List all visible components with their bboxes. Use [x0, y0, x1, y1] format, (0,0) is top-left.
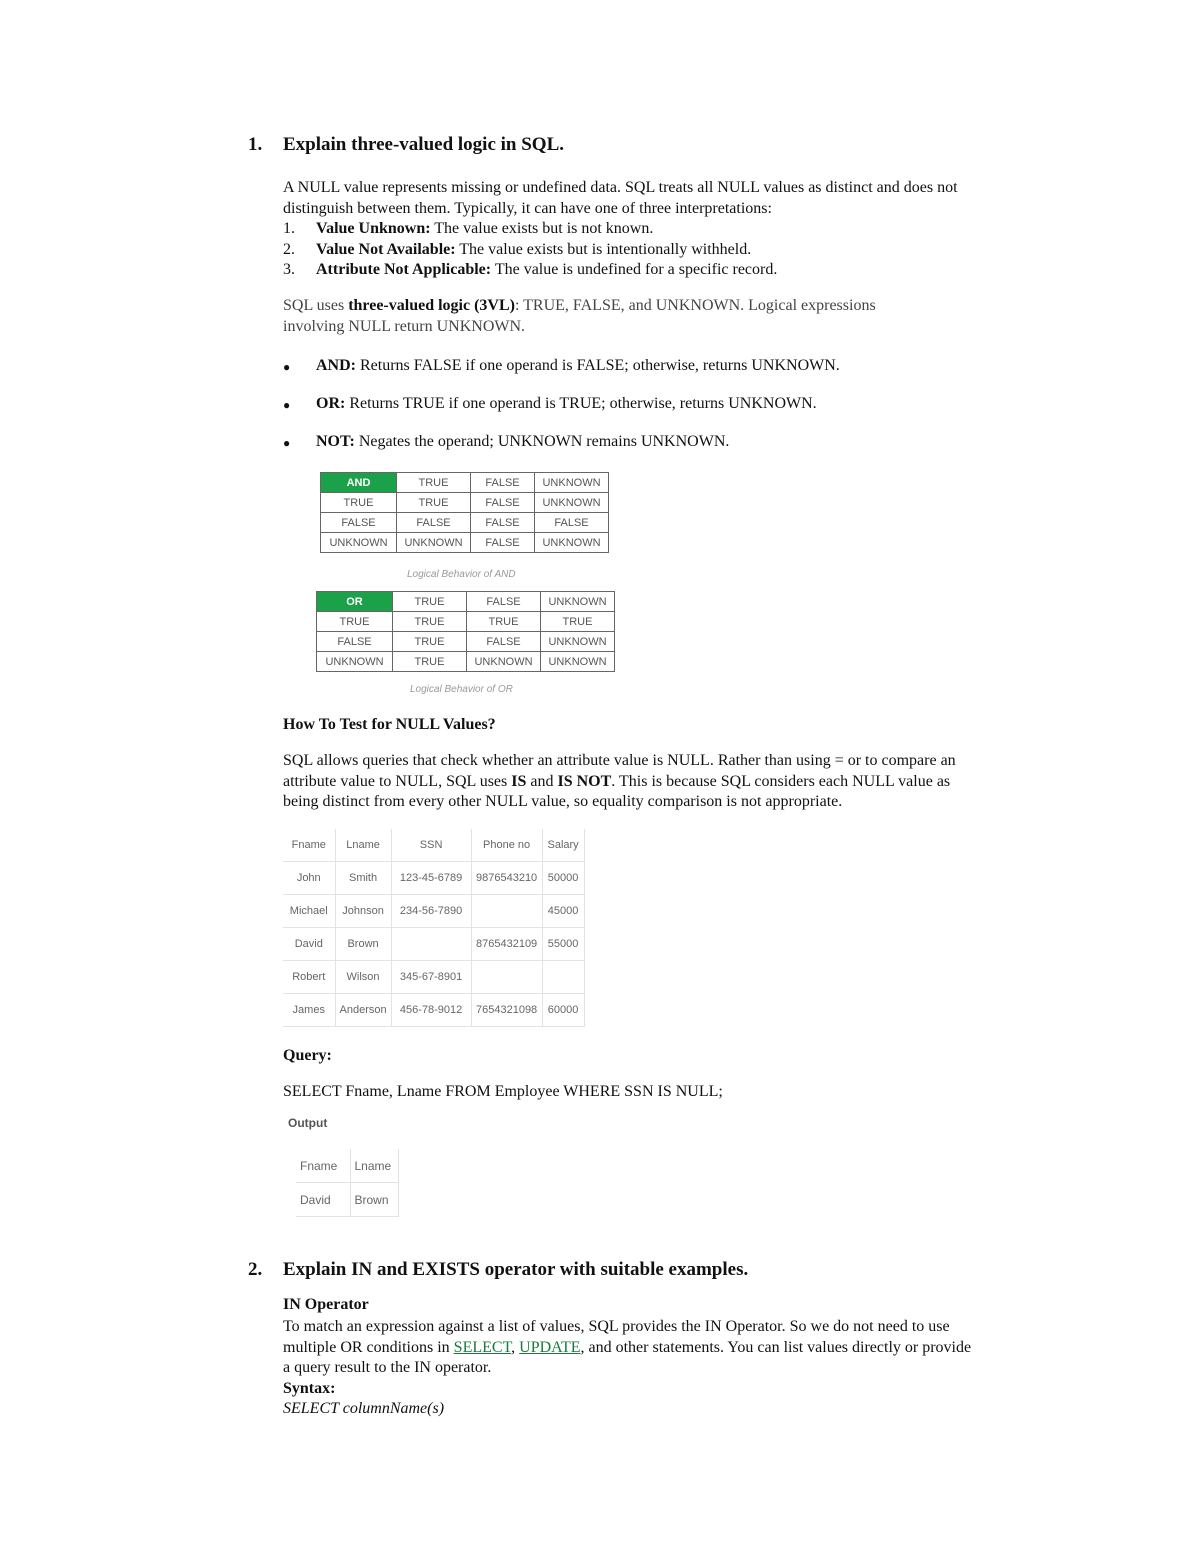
bullet-and [283, 356, 840, 377]
table-cell: UNKNOWN [541, 632, 615, 652]
table-cell: Robert [283, 961, 335, 994]
question-title: Explain IN and EXISTS operator with suitable examples. [283, 1259, 749, 1280]
employee-table [283, 829, 585, 1027]
table-cell [391, 928, 471, 961]
table-cell: David [296, 1183, 350, 1217]
table-cell: Lname [335, 829, 391, 862]
list-term: Value Unknown: [316, 220, 431, 237]
list-term: Value Not Available: [316, 240, 456, 258]
test-text: attribute value to NULL, SQL uses [283, 772, 512, 790]
table-row [317, 632, 615, 652]
table-cell: FALSE [397, 513, 471, 533]
syntax-label: Syntax: [283, 1379, 336, 1397]
interpretation-list [283, 219, 777, 281]
or-table-caption: Logical Behavior of OR [410, 684, 513, 695]
table-cell: Phone no [471, 829, 542, 862]
table-cell: TRUE [467, 612, 541, 632]
threevl-text: involving NULL return UNKNOWN. [283, 317, 526, 335]
table-cell: FALSE [467, 592, 541, 612]
table-cell: AND [321, 473, 397, 493]
table-cell: FALSE [467, 632, 541, 652]
table-cell: 7654321098 [471, 994, 542, 1027]
threevl-term: three-valued logic (3VL) [348, 297, 515, 314]
table-cell: 234-56-7890 [391, 895, 471, 928]
bullet-icon: ● [283, 436, 291, 450]
table-cell: Smith [335, 862, 391, 895]
question-1-heading [248, 134, 564, 156]
list-item [283, 240, 777, 261]
test-null-heading: How To Test for NULL Values? [283, 716, 496, 733]
select-link[interactable]: SELECT [453, 1338, 512, 1356]
table-cell: UNKNOWN [535, 473, 609, 493]
table-row [317, 612, 615, 632]
test-line: SQL allows queries that check whether an attribute value is NULL. Rather than using = or to compare an [283, 752, 956, 769]
in-line: To match an expression against a list of values, SQL provides the IN Operator. So we do not need to use [283, 1318, 950, 1335]
question-number: 1. [248, 134, 263, 155]
table-cell: FALSE [471, 533, 535, 553]
table-row [283, 928, 584, 961]
question-title: Explain three-valued logic in SQL. [283, 134, 564, 155]
table-cell: Fname [296, 1149, 350, 1183]
list-item [283, 219, 777, 240]
table-row [283, 829, 584, 862]
table-row [296, 1149, 398, 1183]
in-text: , [511, 1338, 520, 1356]
question-2-heading [248, 1259, 748, 1281]
table-row [283, 895, 584, 928]
table-row [317, 652, 615, 672]
table-cell: 123-45-6789 [391, 862, 471, 895]
table-cell: Michael [283, 895, 335, 928]
table-cell: UNKNOWN [541, 652, 615, 672]
table-row [283, 862, 584, 895]
table-row [321, 513, 609, 533]
bullet-or [283, 394, 817, 415]
table-cell: TRUE [397, 473, 471, 493]
list-number: 1. [283, 220, 295, 237]
table-cell: UNKNOWN [541, 592, 615, 612]
bullet-icon: ● [283, 398, 291, 412]
bullet-not [283, 432, 729, 453]
table-row [321, 493, 609, 513]
table-cell: UNKNOWN [535, 493, 609, 513]
list-desc: The value exists but is not known. [430, 220, 654, 237]
bullet-term: AND: [316, 357, 356, 374]
table-cell: FALSE [471, 493, 535, 513]
list-number: 3. [283, 261, 295, 279]
output-label: Output [288, 1116, 328, 1130]
bullet-icon: ● [283, 360, 291, 374]
table-cell: TRUE [321, 493, 397, 513]
bullet-term: NOT: [316, 433, 355, 450]
table-cell: James [283, 994, 335, 1027]
bullet-term: OR: [316, 395, 346, 412]
table-cell: UNKNOWN [467, 652, 541, 672]
table-cell: FALSE [471, 473, 535, 493]
query-text: SELECT Fname, Lname FROM Employee WHERE SSN IS NULL; [283, 1083, 723, 1100]
table-cell: 50000 [542, 862, 584, 895]
table-cell [542, 961, 584, 994]
table-row [283, 994, 584, 1027]
table-row [296, 1183, 398, 1217]
table-row [283, 961, 584, 994]
table-cell: UNKNOWN [397, 533, 471, 553]
table-cell: 9876543210 [471, 862, 542, 895]
test-text: . This is because SQL considers each NULL value as [611, 772, 951, 790]
table-cell: TRUE [393, 652, 467, 672]
update-link[interactable]: UPDATE [519, 1338, 581, 1356]
list-desc: The value exists but is intentionally withheld. [455, 240, 752, 258]
keyword-is: IS [511, 772, 527, 790]
table-cell: TRUE [393, 632, 467, 652]
table-cell: SSN [391, 829, 471, 862]
table-cell: UNKNOWN [535, 533, 609, 553]
and-truth-table [320, 472, 609, 553]
table-cell: 60000 [542, 994, 584, 1027]
bullet-desc: Returns FALSE if one operand is FALSE; otherwise, returns UNKNOWN. [356, 357, 840, 374]
table-cell: John [283, 862, 335, 895]
table-cell: 55000 [542, 928, 584, 961]
bullet-desc: Negates the operand; UNKNOWN remains UNKNOWN. [354, 433, 730, 450]
table-row [317, 592, 615, 612]
table-row [321, 533, 609, 553]
and-table-caption: Logical Behavior of AND [407, 569, 516, 580]
question-number: 2. [248, 1259, 263, 1280]
table-cell: UNKNOWN [317, 652, 393, 672]
table-cell: Wilson [335, 961, 391, 994]
test-text: and [526, 772, 558, 790]
or-truth-table [316, 591, 615, 672]
test-line: being distinct from every other NULL value, so equality comparison is not appropriate. [283, 793, 843, 811]
in-text: multiple OR conditions in [283, 1338, 454, 1356]
list-desc: The value is undefined for a specific record. [491, 261, 778, 279]
in-operator-paragraph [283, 1317, 1023, 1420]
in-line: a query result to the IN operator. [283, 1359, 492, 1377]
table-cell: Johnson [335, 895, 391, 928]
keyword-is-not: IS NOT [557, 772, 612, 790]
table-cell: 45000 [542, 895, 584, 928]
table-row [321, 473, 609, 493]
table-cell: Anderson [335, 994, 391, 1027]
table-cell: TRUE [397, 493, 471, 513]
table-cell: Lname [350, 1149, 398, 1183]
table-cell: Brown [335, 928, 391, 961]
table-cell [471, 961, 542, 994]
table-cell: Brown [350, 1183, 398, 1217]
in-operator-heading: IN Operator [283, 1296, 369, 1313]
intro-line: distinguish between them. Typically, it can have one of three interpretations: [283, 199, 772, 217]
threevl-text: : TRUE, FALSE, and UNKNOWN. Logical expressions [514, 297, 876, 314]
list-term: Attribute Not Applicable: [316, 261, 492, 279]
table-cell: FALSE [317, 632, 393, 652]
table-cell: 345-67-8901 [391, 961, 471, 994]
table-cell: FALSE [321, 513, 397, 533]
table-cell: TRUE [541, 612, 615, 632]
intro-line: A NULL value represents missing or undefined data. SQL treats all NULL values as distinct and does not [283, 179, 958, 196]
table-cell: David [283, 928, 335, 961]
table-cell: 456-78-9012 [391, 994, 471, 1027]
syntax-code: SELECT columnName(s) [283, 1400, 445, 1418]
table-cell: OR [317, 592, 393, 612]
table-cell: Fname [283, 829, 335, 862]
table-cell: 8765432109 [471, 928, 542, 961]
table-cell: Salary [542, 829, 584, 862]
table-cell: TRUE [393, 592, 467, 612]
query-label: Query: [283, 1047, 332, 1064]
table-cell: TRUE [393, 612, 467, 632]
table-cell: FALSE [471, 513, 535, 533]
table-cell: TRUE [317, 612, 393, 632]
threevl-text: SQL uses [283, 297, 349, 314]
test-null-paragraph [283, 751, 1023, 813]
threevl-paragraph [283, 296, 1023, 337]
list-number: 2. [283, 240, 295, 258]
table-cell [471, 895, 542, 928]
list-item [283, 260, 777, 281]
table-cell: UNKNOWN [321, 533, 397, 553]
output-table [296, 1149, 399, 1217]
bullet-desc: Returns TRUE if one operand is TRUE; otherwise, returns UNKNOWN. [345, 395, 817, 412]
table-cell: FALSE [535, 513, 609, 533]
in-text: , and other statements. You can list values directly or provide [580, 1338, 972, 1356]
intro-paragraph [283, 178, 1023, 219]
